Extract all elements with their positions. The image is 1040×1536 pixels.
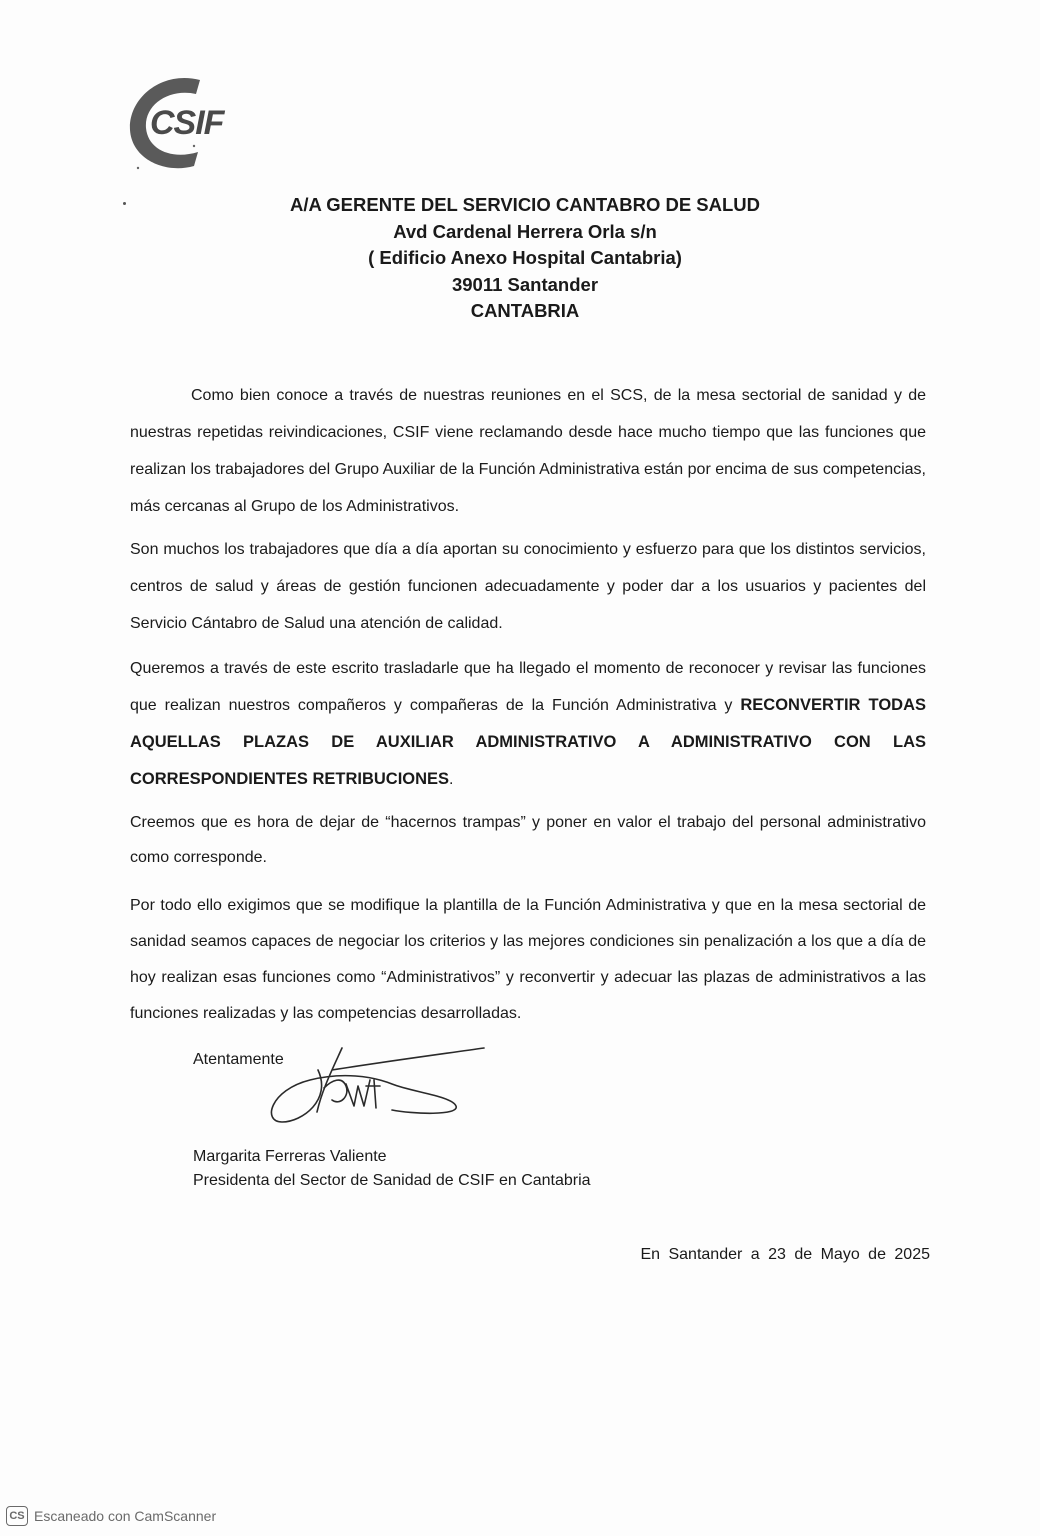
paragraph-3: [130, 650, 926, 798]
svg-text:CSIF: CSIF: [150, 104, 224, 142]
paragraph-1: Como bien conoce a través de nuestras reuniones en el SCS, de la mesa sectorial de sanidad y de nuestras repetidas reivindicaciones, CSIF viene reclamando desde hace mucho tiempo que las funciones que realizan los trabajadores del Grupo Auxiliar de la Función Administrativa están por encima de sus competencias, más cercanas al Grupo de los Administrativos.: [130, 387, 926, 515]
camscanner-icon: CS: [6, 1506, 28, 1526]
address-line-recipient: A/A GERENTE DEL SERVICIO CANTABRO DE SALUD: [289, 194, 761, 215]
paragraph-4: Creemos que es hora de dejar de “hacernos trampas” y poner en valor el trabajo del personal administrativo como corresponde.: [130, 814, 926, 866]
recipient-address: [260, 192, 790, 325]
csif-logo: [122, 68, 242, 178]
address-line-postal: 39011 Santander: [451, 273, 599, 295]
signature-icon: [262, 1040, 492, 1130]
scan-speck: [123, 202, 126, 205]
handwritten-signature: [262, 1040, 492, 1130]
date-line: En Santander a 23 de Mayo de 2025: [640, 1246, 930, 1263]
address-line-region: CANTABRIA: [470, 300, 580, 321]
paragraph-3-end: .: [449, 771, 454, 788]
paragraph-3-text: Queremos a través de este escrito trasladarle que ha llegado el momento de reconocer y revisar las funciones que realizan nuestros compañeros y compañeras de la Función Administrativa y: [130, 660, 926, 714]
paragraph-3-demand: RECONVERTIR TODAS AQUELLAS PLAZAS DE AUXILIAR ADMINISTRATIVO A ADMINISTRATIVO CON LAS CORRESPONDIENTES RETRIBUCIONES: [130, 696, 926, 788]
address-line-street: Avd Cardenal Herrera Orla s/n: [393, 220, 657, 242]
csif-logo-icon: [122, 68, 242, 178]
paragraph-2: Son muchos los trabajadores que día a día aportan su conocimiento y esfuerzo para que los distintos servicios, centros de salud y áreas de gestión funcionen adecuadamente y poder dar a los usuarios y pacientes del Servicio Cántabro de Salud una atención de calidad.: [130, 541, 926, 632]
salutation: Atentamente: [193, 1051, 284, 1068]
scanner-watermark-text: Escaneado con CamScanner: [34, 1508, 217, 1524]
address-line-building: ( Edificio Anexo Hospital Cantabria): [368, 247, 682, 268]
paragraph-5: Por todo ello exigimos que se modifique la plantilla de la Función Administrativa y que en la mesa sectorial de sanidad seamos capaces de negociar los criterios y las mejores condiciones sin penalización a los que a día de hoy realizan esas funciones como “Administrativos” y reconvertir y adecuar las plazas de administrativos a las funciones realizadas y las competencias desarrolladas.: [130, 897, 926, 1022]
signer-role: Presidenta del Sector de Sanidad de CSIF en Cantabria: [193, 1172, 591, 1189]
signer-name: Margarita Ferreras Valiente: [193, 1148, 387, 1165]
scanner-watermark: [6, 1506, 216, 1526]
